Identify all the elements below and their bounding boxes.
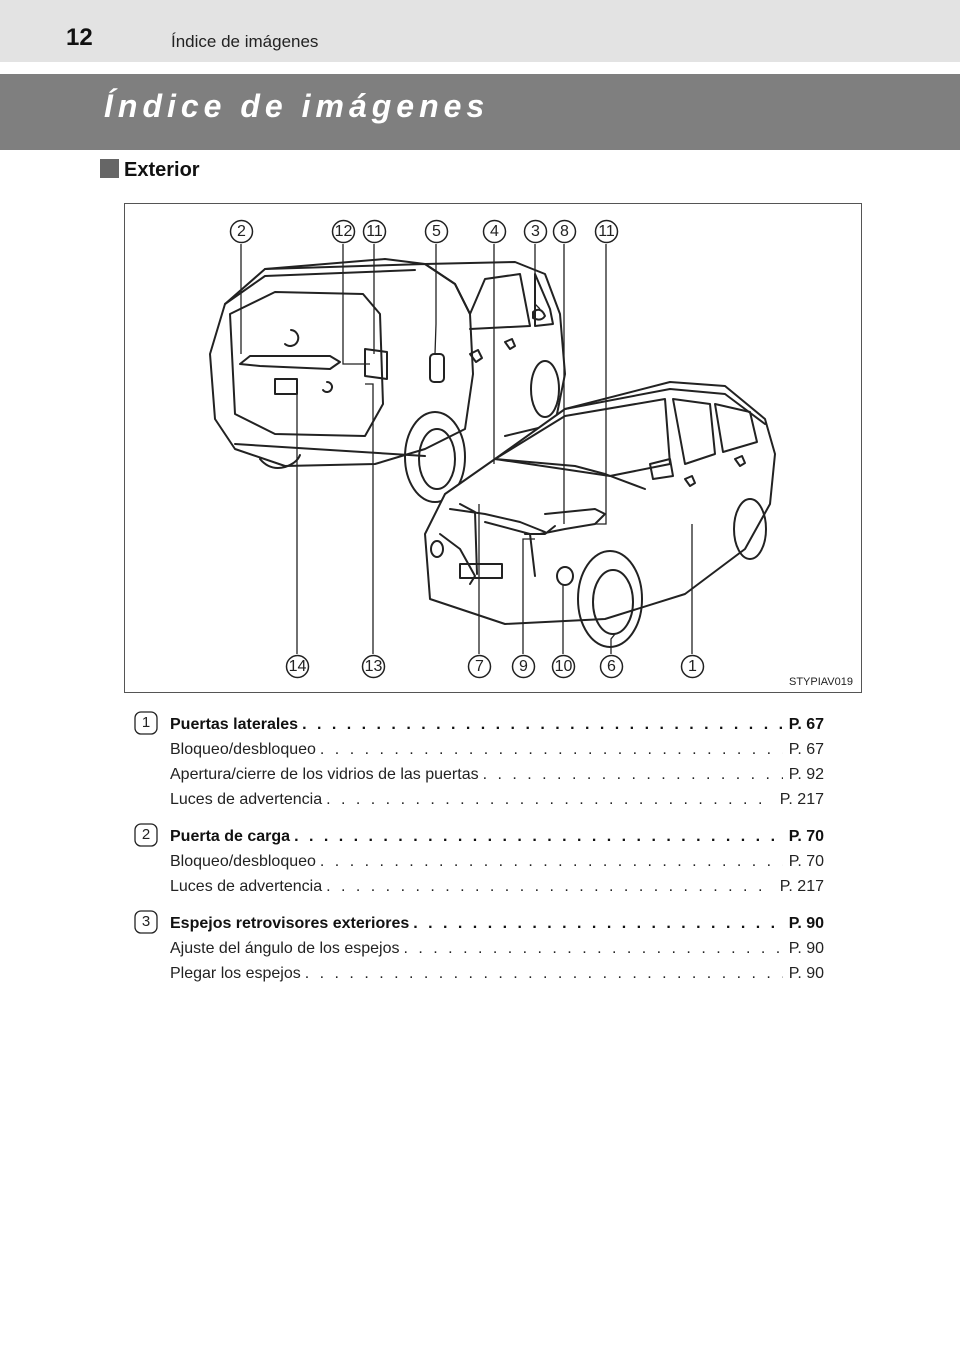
callout-marker: 11 [362,219,387,244]
callout-marker: 3 [523,219,548,244]
callout-marker: 6 [599,654,624,679]
index-entry [134,712,834,812]
entry-subitem: Plegar los espejos . . . P. 90 [170,961,824,986]
index-entry [134,824,834,899]
figure-code: STYPIAV019 [789,676,853,688]
callout-marker: 9 [511,654,536,679]
exterior-figure [124,203,862,693]
entry-page-ref: P. 67 [788,716,824,733]
entry-title: Espejos retrovisores exteriores [170,915,410,932]
callout-marker: 11 [594,219,619,244]
callout-marker: 2 [229,219,254,244]
entry-title: Puerta de carga [170,828,291,845]
callout-marker: 14 [285,654,310,679]
entry-number-marker: 2 [134,823,158,847]
entry-title-line [170,824,824,849]
entry-subitem: Bloqueo/desbloqueo . . . P. 70 [170,849,824,874]
page-header [0,0,960,62]
index-entry [134,911,834,986]
entry-subitem: Bloqueo/desbloqueo . . . P. 67 [170,737,824,762]
callout-marker: 13 [361,654,386,679]
section-label: Exterior [124,159,200,181]
entry-subitem: Apertura/cierre de los vidrios de las puertas . . . P. 92 [170,762,824,787]
entry-number-marker: 3 [134,910,158,934]
entry-subitem: Luces de advertencia . . . P. 217 [170,874,824,899]
entry-subitem: Luces de advertencia . . . P. 217 [170,787,824,812]
running-title: Índice de imágenes [171,32,319,51]
page-number: 12 [66,24,93,51]
entry-page-ref: P. 70 [788,828,824,845]
page-title: Índice de imágenes [104,88,490,124]
entry-title-line [170,911,824,936]
entry-subitem: Ajuste del ángulo de los espejos . . . P. 90 [170,936,824,961]
callout-marker: 10 [551,654,576,679]
index-entries [134,712,834,998]
callout-marker: 1 [680,654,705,679]
vehicle-illustration [125,204,861,692]
section-square-icon [100,159,119,178]
callout-marker: 12 [331,219,356,244]
entry-number-marker: 1 [134,711,158,735]
entry-page-ref: P. 90 [788,915,824,932]
callout-marker: 4 [482,219,507,244]
entry-title: Puertas laterales [170,716,299,733]
callout-marker: 5 [424,219,449,244]
entry-title-line [170,712,824,737]
callout-marker: 7 [467,654,492,679]
callout-marker: 8 [552,219,577,244]
